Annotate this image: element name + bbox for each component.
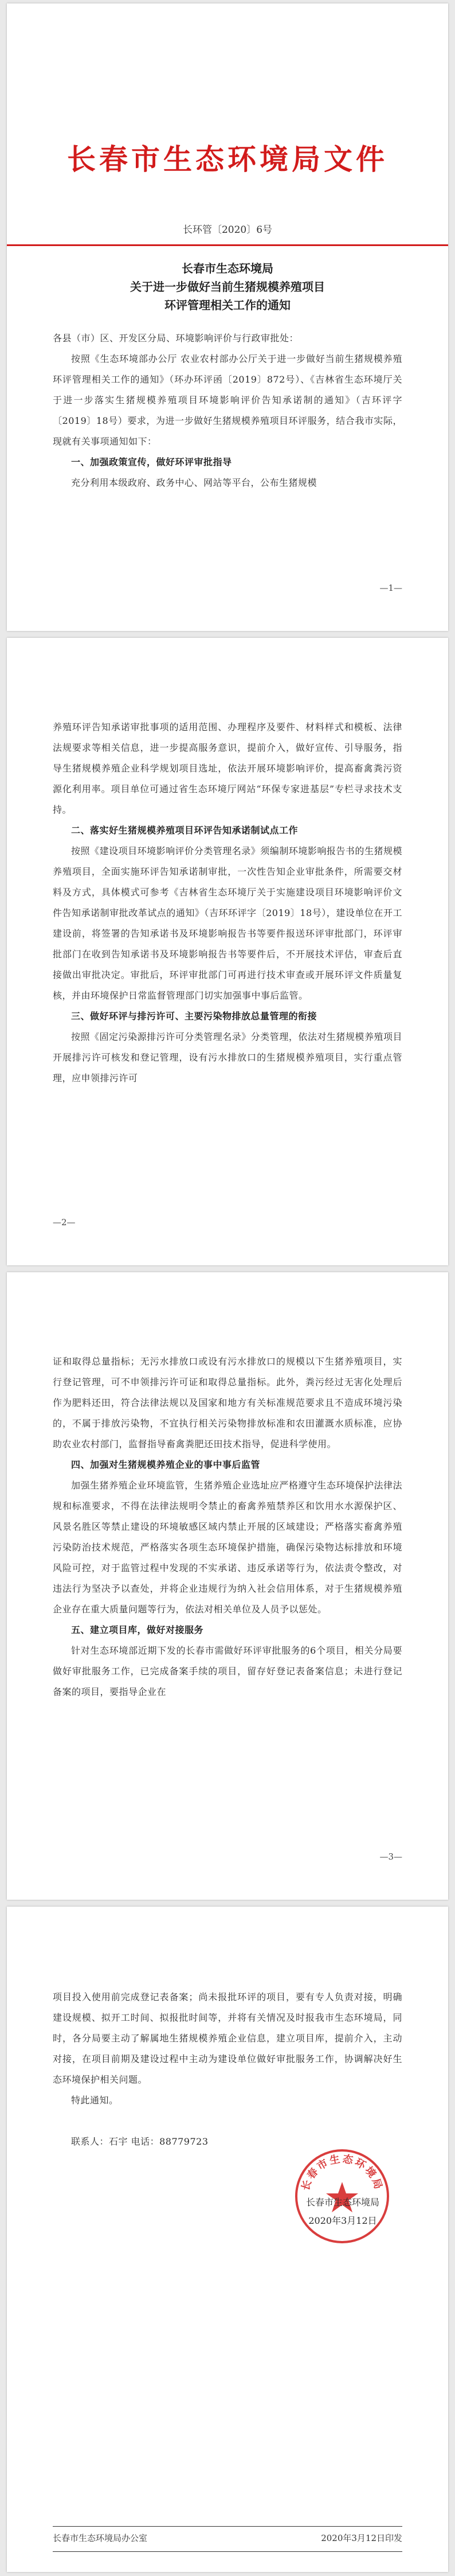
document-red-header: 长春市生态环境局文件	[67, 143, 388, 176]
document-number: 长环管〔2020〕6号	[182, 224, 273, 236]
document-title	[53, 259, 402, 314]
contact-info: 联系人：石宇 电话：88779723	[71, 2136, 209, 2147]
page-3-body	[53, 1351, 402, 1702]
footer-issue-date: 2020年3月12日印发	[321, 2533, 402, 2543]
closing-text: 特此通知。	[71, 2095, 119, 2106]
section-heading-4: 四、加强对生猪规模养殖企业的事中事后监管	[71, 1459, 261, 1470]
section-heading-3: 三、做好环评与排污许可、主要污染物排放总量管理的衔接	[71, 1011, 317, 1022]
svg-text:长春市生态环境局: 长春市生态环境局	[299, 2153, 385, 2192]
page-2-body	[53, 717, 402, 1089]
paragraph-5-start: 针对生态环境部近期下发的长春市需做好环评审批服务的6个项目，相关分局要做好审批服务工作，已完成备案手续的项目，留存好登记表备案信息；未进行登记备案的项目，要指导企业在	[53, 1645, 402, 1697]
section-heading-1: 一、加强政策宣传，做好环评审批指导	[71, 457, 232, 467]
page-number: —2—	[53, 1217, 76, 1227]
footer-rule-bottom	[53, 2551, 402, 2552]
footer-rule-top	[53, 2526, 402, 2527]
addressee: 各县（市）区、开发区分局、环境影响评价与行政审批处：	[53, 333, 299, 344]
signature-organization: 长春市生态环境局	[305, 2197, 379, 2208]
paragraph-1-continued: 养殖环评告知承诺审批事项的适用范围、办理程序及要件、材料样式和模板、法律法规要求等相关信息，进一步提高服务意识，提前介入，做好宣传、引导服务，指导生猪规模养殖企业科学规划项目选址，依法开展环境影响评价，提高畜禽粪污资源化利用率。项目单位可通过省生态环境厅网站“环保专家进基层”专栏寻求技术支持。	[53, 722, 402, 815]
paragraph-1-start: 充分利用本级政府、政务中心、网站等平台，公布生猪规模	[71, 477, 317, 488]
page-number: —1—	[379, 583, 402, 593]
document-footer	[53, 2532, 402, 2544]
document-page-1	[7, 3, 448, 631]
signature-block	[306, 2193, 379, 2230]
title-line-1: 长春市生态环境局	[182, 262, 273, 275]
footer-issuer: 长春市生态环境局办公室	[53, 2533, 148, 2543]
document-page-3	[7, 1272, 448, 1900]
page-4-body	[53, 1987, 402, 2152]
paragraph-3-continued: 证和取得总量指标；无污水排放口或设有污水排放口的规模以下生猪养殖项目，实行登记管理，可不申领排污许可证和取得总量指标。此外，粪污经过无害化处理后作为肥料还田，符合法律法规以及国家和地方有关标准规范要求且不造成环境污染的，不属于排放污染物，不宜执行相关污染物排放标准和农田灌溉水质标准，应协助农业农村部门，监督指导畜禽粪肥还田技术指导，促进科学使用。	[53, 1356, 402, 1449]
page-1-body	[53, 328, 402, 493]
paragraph-3-start: 按照《固定污染源排污许可分类管理名录》分类管理，依法对生猪规模养殖项目开展排污许可核发和登记管理，设有污水排放口的生猪规模养殖项目，实行重点管理，应申领排污许可	[53, 1031, 402, 1084]
signature-date: 2020年3月12日	[308, 2215, 377, 2226]
section-heading-2: 二、落实好生猪规模养殖项目环评告知承诺制试点工作	[71, 825, 299, 836]
section-heading-5: 五、建立项目库，做好对接服务	[71, 1624, 204, 1635]
title-line-2: 关于进一步做好当前生猪规模养殖项目	[130, 280, 325, 294]
intro-paragraph: 按照《生态环境部办公厅 农业农村部办公厅关于进一步做好当前生猪规模养殖环评管理相关工作的通知》（环办环评函〔2019〕872号）、《吉林省生态环境厅关于进一步落实生猪规模养殖项目环境影响评价告知承诺制的通知》（吉环评字〔2019〕18号）要求，为进一步做好生猪规模养殖项目环评服务，结合我市实际，现就有关事项通知如下：	[53, 353, 402, 447]
document-page-4	[7, 1907, 448, 2572]
paragraph-2: 按照《建设项目环境影响评价分类管理名录》须编制环境影响报告书的生猪规模养殖项目，全面实施环评告知承诺制审批，一次性告知企业审批条件，所需要交材料及方式，具体模式可参考《吉林省生态环境厅关于实施建设项目环境影响评价文件告知承诺制审批改革试点的通知》（吉环环评字〔2019〕18号），建设单位在开工建设前，将签署的告知承诺书及环境影响报告书等要件报送环评审批部门，环评审批部门在收到告知承诺书及环境影响报告书等要件后，不开展技术评估，审查后直接做出审批决定。审批后，环评审批部门可再进行技术审查或开展环评文件质量复核，并由环境保护日常监督管理部门切实加强事中事后监管。	[53, 845, 402, 1001]
paragraph-4: 加强生猪养殖企业环境监管，生猪养殖企业选址应严格遵守生态环境保护法律法规和标准要求，不得在法律法规明令禁止的畜禽养殖禁养区和饮用水水源保护区、风景名胜区等禁止建设的环境敏感区域内禁止开展的区域建设；严格落实畜禽养殖污染防治技术规范，严格落实各项生态环境保护措施，确保污染物达标排放和环境风险可控，对于监管过程中发现的不实承诺、违反承诺等行为，依法责令整改，对违法行为坚决予以查处，并将企业违规行为纳入社会信用体系，对于生猪规模养殖企业存在重大质量问题等行为，依法对相关单位及人员予以惩处。	[53, 1480, 402, 1615]
title-line-3: 环评管理相关工作的通知	[164, 298, 291, 312]
page-number: —3—	[379, 1852, 402, 1862]
document-page-2	[7, 638, 448, 1265]
paragraph-5-continued: 项目投入使用前完成登记表备案；尚未报批环评的项目，要有专人负责对接，明确建设规模、拟开工时间、拟报批时间等，并将有关情况及时报我市生态环境局，同时，各分局要主动了解属地生猪规模养殖企业信息，建立项目库，提前介入，主动对接，在项目前期及建设过程中主动为建设单位做好审批服务工作，协调解决好生态环境保护相关问题。	[53, 1992, 402, 2085]
